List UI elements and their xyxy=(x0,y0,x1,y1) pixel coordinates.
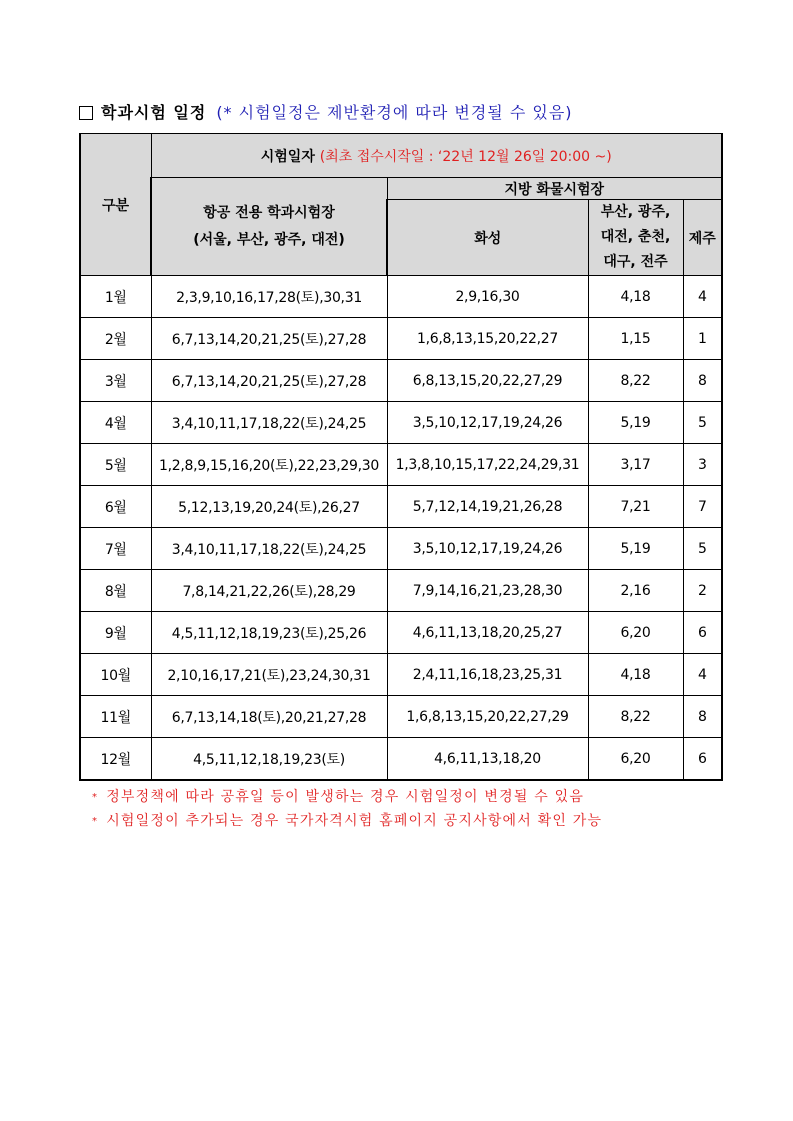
cell-hwaseong: 4,6,11,13,18,20,25,27 xyxy=(387,612,588,654)
cell-busan-group: 3,17 xyxy=(588,444,683,486)
cell-aviation: 6,7,13,14,18(토),20,21,27,28 xyxy=(151,696,387,738)
cell-hwaseong: 1,6,8,13,15,20,22,27,29 xyxy=(387,696,588,738)
cell-hwaseong: 7,9,14,16,21,23,28,30 xyxy=(387,570,588,612)
table-row xyxy=(80,654,722,696)
cell-aviation: 3,4,10,11,17,18,22(토),24,25 xyxy=(151,528,387,570)
section-title-main: 학과시험 일정 xyxy=(101,103,207,122)
cell-jeju: 8 xyxy=(683,360,722,402)
cell-month: 5월 xyxy=(80,444,151,486)
table-row xyxy=(80,402,722,444)
cell-jeju: 7 xyxy=(683,486,722,528)
cell-aviation: 6,7,13,14,20,21,25(토),27,28 xyxy=(151,318,387,360)
cell-aviation: 1,2,8,9,15,16,20(토),22,23,29,30 xyxy=(151,444,387,486)
table-row xyxy=(80,486,722,528)
table-row xyxy=(80,612,722,654)
table-row xyxy=(80,528,722,570)
cell-aviation: 4,5,11,12,18,19,23(토) xyxy=(151,738,387,781)
footnote-text: 시험일정이 추가되는 경우 국가자격시험 홈페이지 공지사항에서 확인 가능 xyxy=(106,813,603,829)
cell-jeju: 6 xyxy=(683,612,722,654)
cell-jeju: 8 xyxy=(683,696,722,738)
exam-schedule-table xyxy=(79,133,723,781)
cell-busan-group: 8,22 xyxy=(588,360,683,402)
cell-aviation: 4,5,11,12,18,19,23(토),25,26 xyxy=(151,612,387,654)
cell-busan-group: 5,19 xyxy=(588,402,683,444)
header-busan-group-line1: 부산, 광주, xyxy=(600,204,671,220)
header-jeju: 제주 xyxy=(683,200,722,276)
cell-month: 12월 xyxy=(80,738,151,781)
cell-month: 1월 xyxy=(80,276,151,318)
asterisk-icon: * xyxy=(92,792,99,803)
cell-aviation: 5,12,13,19,20,24(토),26,27 xyxy=(151,486,387,528)
table-row xyxy=(80,570,722,612)
cell-busan-group: 6,20 xyxy=(588,738,683,781)
cell-month: 10월 xyxy=(80,654,151,696)
cell-busan-group: 6,20 xyxy=(588,612,683,654)
cell-month: 6월 xyxy=(80,486,151,528)
cell-busan-group: 7,21 xyxy=(588,486,683,528)
cell-aviation: 2,10,16,17,21(토),23,24,30,31 xyxy=(151,654,387,696)
cell-busan-group: 8,22 xyxy=(588,696,683,738)
cell-hwaseong: 2,4,11,16,18,23,25,31 xyxy=(387,654,588,696)
cell-jeju: 4 xyxy=(683,654,722,696)
header-category: 구분 xyxy=(80,134,151,276)
cell-jeju: 4 xyxy=(683,276,722,318)
header-busan-group-line2: 대전, 춘천, xyxy=(600,229,671,245)
footnote-text: 정부정책에 따라 공휴일 등이 발생하는 경우 시험일정이 변경될 수 있음 xyxy=(106,789,585,805)
header-aviation-line2: (서울, 부산, 광주, 대전) xyxy=(193,231,345,248)
cell-aviation: 7,8,14,21,22,26(토),28,29 xyxy=(151,570,387,612)
cell-busan-group: 4,18 xyxy=(588,654,683,696)
cell-jeju: 5 xyxy=(683,402,722,444)
cell-month: 11월 xyxy=(80,696,151,738)
asterisk-icon: * xyxy=(92,816,99,827)
cell-hwaseong: 3,5,10,12,17,19,24,26 xyxy=(387,402,588,444)
header-exam-dates xyxy=(151,134,722,178)
cell-jeju: 3 xyxy=(683,444,722,486)
cell-month: 9월 xyxy=(80,612,151,654)
table-row xyxy=(80,444,722,486)
cell-month: 8월 xyxy=(80,570,151,612)
cell-month: 4월 xyxy=(80,402,151,444)
table-row xyxy=(80,276,722,318)
cell-month: 7월 xyxy=(80,528,151,570)
cell-hwaseong: 4,6,11,13,18,20 xyxy=(387,738,588,781)
cell-jeju: 2 xyxy=(683,570,722,612)
footnote xyxy=(92,785,602,809)
cell-jeju: 5 xyxy=(683,528,722,570)
footnote xyxy=(92,809,602,833)
header-exam-dates-label: 시험일자 xyxy=(260,148,315,165)
cell-hwaseong: 1,3,8,10,15,17,22,24,29,31 xyxy=(387,444,588,486)
cell-busan-group: 1,15 xyxy=(588,318,683,360)
table-row xyxy=(80,696,722,738)
table-row xyxy=(80,318,722,360)
header-aviation-center xyxy=(151,178,387,276)
header-regional-centers: 지방 화물시험장 xyxy=(387,178,722,200)
cell-aviation: 6,7,13,14,20,21,25(토),27,28 xyxy=(151,360,387,402)
cell-busan-group: 5,19 xyxy=(588,528,683,570)
header-busan-group xyxy=(588,200,683,276)
cell-hwaseong: 1,6,8,13,15,20,22,27 xyxy=(387,318,588,360)
cell-hwaseong: 6,8,13,15,20,22,27,29 xyxy=(387,360,588,402)
cell-aviation: 2,3,9,10,16,17,28(토),30,31 xyxy=(151,276,387,318)
cell-month: 3월 xyxy=(80,360,151,402)
footnotes xyxy=(92,785,602,833)
table-row xyxy=(80,360,722,402)
cell-hwaseong: 5,7,12,14,19,21,26,28 xyxy=(387,486,588,528)
section-title-note: (* 시험일정은 제반환경에 따라 변경될 수 있음) xyxy=(216,103,573,122)
table-row xyxy=(80,738,722,781)
header-hwaseong: 화성 xyxy=(387,200,588,276)
header-busan-group-line3: 대구, 전주 xyxy=(603,254,668,270)
cell-month: 2월 xyxy=(80,318,151,360)
checkbox-square-icon xyxy=(79,106,93,120)
cell-hwaseong: 3,5,10,12,17,19,24,26 xyxy=(387,528,588,570)
cell-busan-group: 2,16 xyxy=(588,570,683,612)
cell-busan-group: 4,18 xyxy=(588,276,683,318)
cell-aviation: 3,4,10,11,17,18,22(토),24,25 xyxy=(151,402,387,444)
header-aviation-line1: 항공 전용 학과시험장 xyxy=(203,204,335,221)
header-exam-dates-note: (최초 접수시작일 : ‘22년 12월 26일 20:00 ~) xyxy=(319,148,612,165)
cell-jeju: 6 xyxy=(683,738,722,781)
cell-hwaseong: 2,9,16,30 xyxy=(387,276,588,318)
section-title xyxy=(79,100,573,123)
cell-jeju: 1 xyxy=(683,318,722,360)
